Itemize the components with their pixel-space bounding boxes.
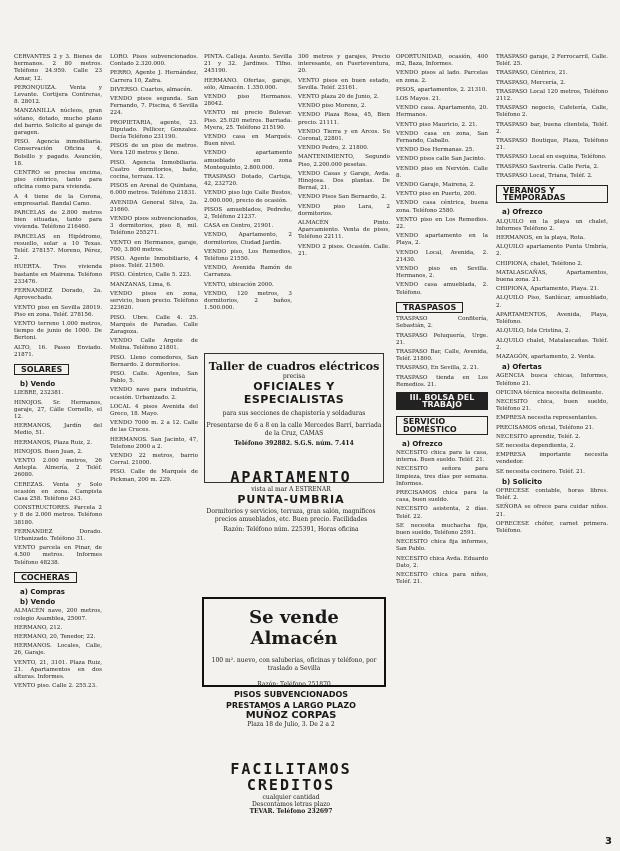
classified-ad-item: VENDO Local, Avenida, 2. 21430. [396,249,488,263]
column-5-list-b [396,316,488,389]
ad-taller-heading: OFICIALES Y ESPECIALISTAS [243,380,345,406]
classified-ad-item: VENDO casa en zona, San Fernando, Caballo. [396,130,488,145]
classified-ad-item: LIEBRE, 232381. [14,390,64,397]
subheading-solicito: b) Solicito [502,477,543,486]
ad-taller-line-4: para sus secciones de chapistería y soldaduras [222,410,366,417]
classified-ad-item: VENDO pisos subvencionados, 3 dormitorios, piso 8, mil. Teléfono 255271. [110,216,198,237]
classified-ad-item: MAZAGÓN, apartamento, 2. Venta. [496,353,596,360]
ad-taller-line-2: precisa [282,373,306,380]
classified-ad-item: DIVERSO. Cuartos, almacén. [110,86,193,93]
ad-facilitamos-title: FACILITAMOS [230,760,352,778]
classified-ad-item: VENTO pisos en buen estado, Sevilla. Teléf. 23161. [298,77,390,91]
classified-ad-item: MATALASCAÑAS, Apartamentos, buena zona. 21. [496,269,608,284]
classified-ad-item: PERONQUIZA. Venta y Levante. Cortijera Contreras, 8. 28012. [14,84,102,106]
classified-ad-item: VENTO piso en Sevilla 28019. Piso en zona. Teléf. 278156. [14,304,102,318]
classified-ad-item: HERMANOS. San Jacinto, 47, Telefono 2000 a 2. [110,436,198,450]
classified-ad-item: CERVANTES 2 y 3. Bienes de hermanos. 2 80 metros. Teléfono 24.959. Calle 23 Aznar, 12. [14,54,102,82]
classified-ad-item: NECESITO señora para limpieza, tres días por semana. Informes. [396,466,488,487]
ad-taller-line-5: Presentarse de 6 a 8 en la calle Mercedes Barrí, barriada de la Cruz, CAMAS [206,422,382,437]
classified-ad-item: VENDO, 120 metros, 3 dormitorios, 2 baños, 1.500.000. [204,290,292,312]
classified-ad-item: SE necesita cocinero. Teléf. 21. [496,468,585,475]
classified-ad-item: A 4 tiene de la Corona, empresarial. Bandal Camo. [14,193,102,207]
ad-apartamento-line-5: Razón: Teléfono núm. 225391, Horas oficina [223,526,359,533]
classified-ad-item: TRASPASO garaje, 2 Ferrocarril, Calle. Teléf. 25. [496,54,608,68]
heading-cocheras: COCHERAS [14,572,77,583]
classified-ad-item: VENTO mi precio Bulevar. Piso. 25.020 metros. Barriada. Myera, 25. Teléfono 215190. [204,110,292,131]
classified-ad-item: HERMANOS, Plaza Ruiz, 2. [14,439,93,446]
classified-ad-item: NECESITO chica fija informes, San Pablo. [396,539,488,553]
column-1 [14,54,102,692]
ad-almacen-line-3: Razón: Teléfono 251870 [257,681,331,688]
classified-ad-item: VENTO piso. Calle 2. 255.23. [14,683,97,690]
subheading-ofertas: a) Ofertas [502,363,542,372]
classified-ad-item: LORO. Pisos subvencionados. Contado 2.320.000. [110,54,198,68]
classified-ad-item: VENDO casa en Marqués. Buen nivel. [204,134,292,148]
classified-ad-item: HINOJOS. Buen Juan, 2. [14,448,83,455]
classified-ad-item: VENTO piso Mauricio, 2. 21. [396,121,478,128]
classified-ad-item: HERMANOS, Jardín del Medio, 51. [14,423,102,437]
subheading-ofrezco: a) Ofrezco [402,439,443,448]
classified-ad-item: CASA en Centro, 21901. [204,223,274,230]
classified-ad-item: FERNANDEZ Dorado. Urbanizado. Teléfono 31. [14,528,102,542]
ad-facilitamos-phone: TEVAR. Teléfono 232697 [249,808,333,815]
classified-ad-item: VENDO casa amueblada, 2. Teléfono. [396,282,488,296]
classified-ad-item: TRASPASO Local en esquina, Teléfono. [496,154,607,161]
classified-ad-item: ALQUILO Piso, Sanlúcar, amueblado, 2. [496,295,608,309]
classified-ad-item: PISO. Agencia Inmobiliaria. Cuatro dormitorios, baño, cocina, terraza. 12. [110,159,198,181]
classified-ad-item: VENDO pisos calle San Jacinto. [396,156,486,163]
classified-ad-item: PISO. Lleno comedores, San Bernardo. 2 dormitorios. [110,354,198,368]
classified-ad-item: NECESITO chica, buen sueldo, Teléfono 21. [496,398,608,413]
classified-ad-item: HERMANO, 212. [14,624,63,631]
classified-ad-item: FERNANDEZ Dorado, 2a. Aprovechado. [14,288,102,302]
classified-ad-item: VENDO casa. Apartamento, 20. Hermanos. [396,105,488,119]
subheading-ofrezco-2: a) Ofrezco [502,208,543,217]
classified-ad-item: EMPRESA importante necesita vendedor. [496,452,608,466]
classified-ad-item: ALQUILO chalet, Matalascañas. Teléf. 2. [496,337,608,351]
classified-ad-item: CHIPIONA, Apartamento, Playa. 21. [496,286,599,293]
classified-ad-item: VENDO pisos segunda. San Fernando, 7. Piscina, 6 Sevilla 224. [110,96,198,117]
classified-ad-item: VENDO 7000 m. 2 a 12. Calle de las Cruces. [110,420,198,434]
classified-ad-item: PISOS, apartamentos, 2. 21310. [396,86,488,93]
classified-ad-item: VENDO piso, Los Remedios, Teléfono 21550. [204,248,292,263]
classified-ad-item: VENTO parcela en Pinar, de 4.500 metros. Informes Teléfono 48238. [14,545,102,566]
classified-ad-item: CONSTRUCTORES. Parcela 2 y 8 de 2.000 metros. Teléfono 38180. [14,505,102,526]
classified-ad-item: TRASPASO, Céntrico, 21. [496,70,568,77]
ad-apartamento-line-2: vista al mar A ESTRENAR [251,486,331,493]
classified-ad-item: NECESITO chica para la casa, interna. Buen sueldo. Teléf. 21. [396,449,488,464]
ad-taller-title: Taller de cuadros eléctricos [208,360,380,373]
classified-ad-item: HERMANO. Ofertas, garaje, sólo, Almacén. 1.350.000. [204,77,292,91]
ad-taller-phone: Teléfono 392882. S.G.S. núm. 7.414 [234,440,354,447]
classified-ad-item: VENDO, Apartamento, 2 dormitorios, Ciudad Jardín. [204,232,292,246]
classified-ad-item: LOCAL 4 pisos Avenida del Greco, 18. Mayo. [110,403,198,417]
classified-ad-item: PISOS amueblados, Pedreño, 2, Teléfono 21237. [204,206,292,221]
classified-ad-item: PINTA. Calleja. Asunto. Sevilla 21 y 32. Jardines. Tlfno. 245190. [204,54,292,75]
classified-ad-item: AGENCIA busca chicas, Informes, Teléfono 21. [496,373,608,387]
ad-pisos-line-1: PISOS SUBVENCIONADOS [233,690,349,699]
column-2-list [110,54,198,484]
classified-ad-item: SE necesita muchacha fija, buen sueldo, Teléfono 2591. [396,522,488,536]
subheading-compras: a) Compras [20,588,65,596]
classified-ad-item: VENDO piso Lara, 2 dormitorios. [298,203,390,217]
classified-ad-item: HUERTA. Tres vivienda bastante en Mairena. Teléfono 233476. [14,264,102,285]
classified-ad-item: TRASPASO, Mercería, 2. [496,79,566,86]
classified-ad-item: VENTO, ubicación 2000. [204,281,274,288]
ad-almacen-title: Se vende Almacén [249,607,339,649]
classified-ad-item: VENTO en Hermanos, garaje, 700, 3.800 metros. [110,239,198,253]
column-5 [396,54,488,588]
classified-ad-item: VENDO pisos al lado. Parcelas en zona. 2. [396,70,488,84]
classified-ad-item: CHIPIONA, chalet, Teléfono 2. [496,260,583,267]
classified-ad-item: TRASPASO tienda en Los Remedios. 21. [396,374,488,388]
classified-ad-item: VENDO Tierra y en Arcos. Su Coronal, 22801. [298,128,390,143]
ad-almacen-line-2: 100 m². nuevo, con saluberias, oficinas y teléfono, por traslado a Sevilla [211,657,377,672]
classified-ad-item: VENDO Garaje, Mairena, 2. [396,182,475,189]
classified-ad-item: TRASPASO, En Sevilla, 2. 21. [396,365,479,372]
ad-apartamento-location: PUNTA-UMBRIA [237,493,345,506]
column-1-list-a [14,54,102,359]
classified-ad-item: TRASPASO Sastrería. Calle Feria, 2. [496,163,599,170]
classified-ad-item: PARCELAS en Hipódromo, resuello, solar a 10 Texas. Teléf. 278157. Moreno, Pérez, 2. [14,233,102,262]
classified-ad-item: VENDO Dos Hermanas. 25. [396,147,475,154]
classified-ad-item: HERMANOS. Locales, Calle, 26, Garaje. [14,643,102,657]
classified-ad-item: VENDO, Avenida Ramón de Carranza. [204,265,292,279]
classified-ad-item: MANZANAS, Lima, 6. [110,281,172,288]
classified-ad-item: VENDO Calle Argote de Molina. Teléfono 21801. [110,338,198,352]
classified-ad-item: TRASPASO bar, buena clientela, Teléf. 2. [496,121,608,135]
classified-ad-item: VENDO Pisos San Bernardo, 2. [298,194,387,201]
classified-ad-item: VENDO casa céntrica, buena zona. Teléfono 2580. [396,200,488,214]
subheading-vendo: b) Vendo [20,380,56,389]
classified-ad-item: HERMANOS, en la playa, Rota. [496,235,585,242]
ad-facilitamos-line-3: cualquier cantidad [262,794,320,801]
classified-ad-item: PISOS de un piso de metros. Vera 120 metros y lleno. [110,143,198,157]
ad-pisos [196,688,386,750]
classified-ad-item: NECESITO chica para niños, Teléf. 21. [396,571,488,586]
ad-pisos-line-2: PRESTAMOS A LARGO PLAZO [226,701,356,710]
classified-ad-item: PISO. Agencia inmobiliaria. Conservación Oficina 4, Bolsillo y pagado. Asunción, 18. [14,139,102,167]
classified-ad-item: NECESITO chica Avda. Eduardo Dato, 2. [396,555,488,569]
column-3 [204,54,292,315]
classified-ad-item: 300 metros y garajes, Precio interesante, en Fuerteventura, 20. [298,54,390,75]
classified-ad-item: VENDO 2 pisos. Ocasión. Calle. 21. [298,243,390,257]
ad-pisos-name: MUÑOZ CORPAS [245,710,337,721]
column-6 [496,54,608,537]
classified-ad-item: EMPRESA necesita representantes. [496,415,598,422]
classified-ad-item: TRASPASO Boutique, Plaza, Teléfono 21. [496,138,608,152]
column-3-list [204,54,292,313]
classified-ad-item: MANZANILLA núcleos, gran sótano, dotado, mucho plano del barrio. Solicito al garaje de garagen. [14,108,102,137]
classified-ad-item: OPORTUNIDAD, ocasión, 400 m2, Baza, Informes. [396,54,488,68]
ad-almacen [202,597,386,687]
classified-ad-item: CENTRO se precisa encima, piso céntrico, tanto para oficina como para vivienda. [14,170,102,191]
ad-taller [204,353,384,483]
column-6-list-b [496,219,608,361]
classified-ad-item: PRECISAMOS chica para la casa, buen sueldo. [396,489,488,504]
classified-ad-item: VENTO piso en Puerto, 200. [396,191,477,198]
column-4 [298,54,390,260]
classified-ad-item: ALMACÉN nave, 200 metros, colegio Asamblea, 25007. [14,608,102,622]
subheading-vendo-2: b) Vendo [20,598,56,607]
classified-ad-item: LOS Mayos. 21. [396,96,441,103]
ad-apartamento [196,468,386,588]
ad-facilitamos-line-4: Descontamos letras plazo [252,801,330,808]
classified-ad-item: VENTO terreno 1.000 metros, tiempo de junio de 1000. De Bertoni. [14,320,102,342]
column-2 [110,54,198,486]
classified-ad-item: PISO. Calle de Marqués de Pickman, 200 m. 229. [110,469,198,483]
classified-ad-item: HINOJOS. Sr. Hermanos, garaje, 27, Cálle Cornello, el 12. [14,399,102,420]
classified-ad-item: CEREZAS. Venta y Solo ocasión en zona. Campista Casa 258. Teléfono 243. [14,481,102,502]
heading-bolsa-trabajo: III. BOLSA DEL TRABAJO [396,392,488,410]
classified-ad-item: PISO. Calle. Agentes, San Pablo, 5. [110,370,198,385]
classified-ad-item: VENDO apartamento amueblado en zona Montequinto, 2.800.000. [204,150,292,171]
column-1-list-c [14,608,102,690]
column-6-list-a [496,54,608,180]
column-5-list-a [396,54,488,297]
classified-ad-item: VENDO piso en Sevilla. Hermanos, 2. [396,266,488,280]
column-5-list-c [396,450,488,586]
classified-ad-item: PROPIETARIA, agente, 23. Diputado. Pellicer, Gonzalez. Decía Teléfono 231190. [110,119,198,141]
classified-ad-item: TRASPASO Dotado, Cartuja, 42, 232720. [204,174,292,188]
heading-solares: SOLARES [14,364,69,375]
classified-ad-item: VENTO piso en Los Remedios. 22. [396,216,488,231]
classified-ad-item: OFRECESE contable, horas libres. Teléf. 2. [496,487,608,502]
classified-ad-item: TRASPASO Confitería, Sebastián, 2. [396,316,488,330]
classified-ad-item: TRASPASO Peluquería, Urge. 21. [396,332,488,346]
classified-ad-item: PISO. Agente Inmobiliario, 4 pisos. Teléf. 21560. [110,256,198,270]
classified-ad-item: NECESITO aprendiz, Teléf. 2. [496,433,581,440]
classified-ad-item: VENTO 2.000 metros, 26 Antepla. Almería, 2 Teléf. 26080. [14,457,102,479]
classified-ad-item: VENDO piso en Nervión. Calle 8. [396,165,488,179]
heading-servicio-domestico: SERVICIO DOMÉSTICO [396,416,488,434]
classified-ad-item: OFICINA técnica necesita delineante. [496,389,604,396]
heading-traspasos: TRASPASOS [396,302,463,313]
classified-ad-item: SEÑORA se ofrece para cuidar niños. 21. [496,504,608,518]
classified-ad-item: PISOS en Arenal de Quintana, 6.000 metros. Teléfono 21831. [110,183,198,197]
classified-ad-item: VENDO pisos en zona, servicio, buen precio. Teléfono 223620. [110,290,198,312]
classified-ad-item: TRASPASO Bar, Calle, Avenida, Teléf. 21800. [396,348,488,363]
classified-ad-item: VENDO piso lujo Calle Bustos, 2.000.000, precio de ocasión. [204,190,292,204]
heading-veranos: VERANOS Y TEMPORADAS [496,185,608,203]
column-4-list [298,54,390,258]
classified-ad-item: VENDO piso Hermanos. 28042. [204,94,292,108]
column-6-list-d [496,488,608,535]
classified-ad-item: ALTO, 16. Paseo Enviado. 21871. [14,344,102,358]
classified-ad-item: ALMACÉN Pinto. Aparcamiento. Venta de pisos, Teléfono 22111. [298,220,390,241]
column-6-list-c [496,373,608,475]
classified-ad-item: NECESITO asistenta, 2 días. Teléf. 22. [396,506,488,520]
ad-facilitamos-creditos: CREDITOS [246,776,336,794]
classified-ad-item: ALQUILO apartamento Punta Umbría, 2. [496,244,608,258]
classified-ad-item: VENDO 22 metros, barrio Corral. 21000. [110,452,198,467]
classified-ad-item: APARTAMENTOS, Avenida, Playa, Teléfono. [496,311,608,326]
classified-ad-item: VENDO Plaza Rosa, 45, Bien precio. 21111. [298,112,390,126]
classified-ad-item: ALQUILO en la playa un chalet, Informes Teléfono 2. [496,218,608,232]
classified-ad-item: PISO. Ubre. Calle 4. 25. Marqués de Paradas. Calle Zaragoza. [110,314,198,335]
ad-apartamento-title: APARTAMENTO [230,468,352,486]
classified-ad-item: SE necesita dependienta, 2. [496,442,576,449]
classified-ad-item: VENTO plaza 20 de Junio, 2. [298,94,379,101]
classified-ad-item: PRECISAMOS oficial, Teléfono 21. [496,424,594,431]
classified-ad-item: TRASPASO Local, Triana, Teléf. 2. [496,172,593,179]
classified-ad-item: VENDO Pedro, 2. 21800. [298,145,369,152]
classified-ad-item: VENTO, 21, 3101. Plaza Ruiz, 21. Apartamentos en dos alturas. Informes. [14,659,102,681]
classified-ad-item: MANTENIMIENTO, Segundo Piso, 2.200.000 pesetas. [298,154,390,168]
classified-ad-item: PERRO, Agente J. Hernández, Carrera 10, Zafra. [110,70,198,84]
classified-ad-item: TRASPASO Local 120 metros, Teléfono 2112. [496,88,608,103]
classified-ad-item: TRASPASO negocio, Cafetería, Calle, Teléfono 2. [496,105,608,119]
classified-ad-item: VENDO Casas y Garaje, Avda. Hinojosa. Dos plantas. De Bernal, 21. [298,170,390,192]
ad-facilitamos [196,760,386,844]
classified-ad-item: VENDO apartamento en la Playa, 2. [396,233,488,247]
page-number: 3 [605,836,612,847]
classified-ad-item: ALQUILO, Isla Cristina, 2. [496,328,571,335]
column-1-list-b [14,390,102,566]
classified-ad-item: PARCELAS de 2.800 metros bien situadas, tanto para vivienda. Teléfono 216460. [14,210,102,231]
classified-ad-item: HERMANO, 20, Tenedor, 22. [14,634,96,641]
classified-ad-item: PISO. Céntrico, Calle 5. 223. [110,272,192,279]
ad-apartamento-line-4: Dormitorios y servicios, terraza, gran salón, magníficos precios amueblados, etc. Buen precio. Facilidades [206,508,376,523]
ad-pisos-address: Plaza 18 de Julio, 3. De 2 a 2 [247,721,335,728]
classified-ad-item: VENDO piso Moreno, 2. [298,103,367,110]
classified-ad-item: OFRECESE chófer, carnet primera. Teléfono. [496,520,608,534]
classified-ad-item: VENDO nave para industria, ocasión. Urbanizado. 2. [110,387,198,401]
classified-ad-item: AVENIDA General Silva, 2a. 21660. [110,199,198,213]
